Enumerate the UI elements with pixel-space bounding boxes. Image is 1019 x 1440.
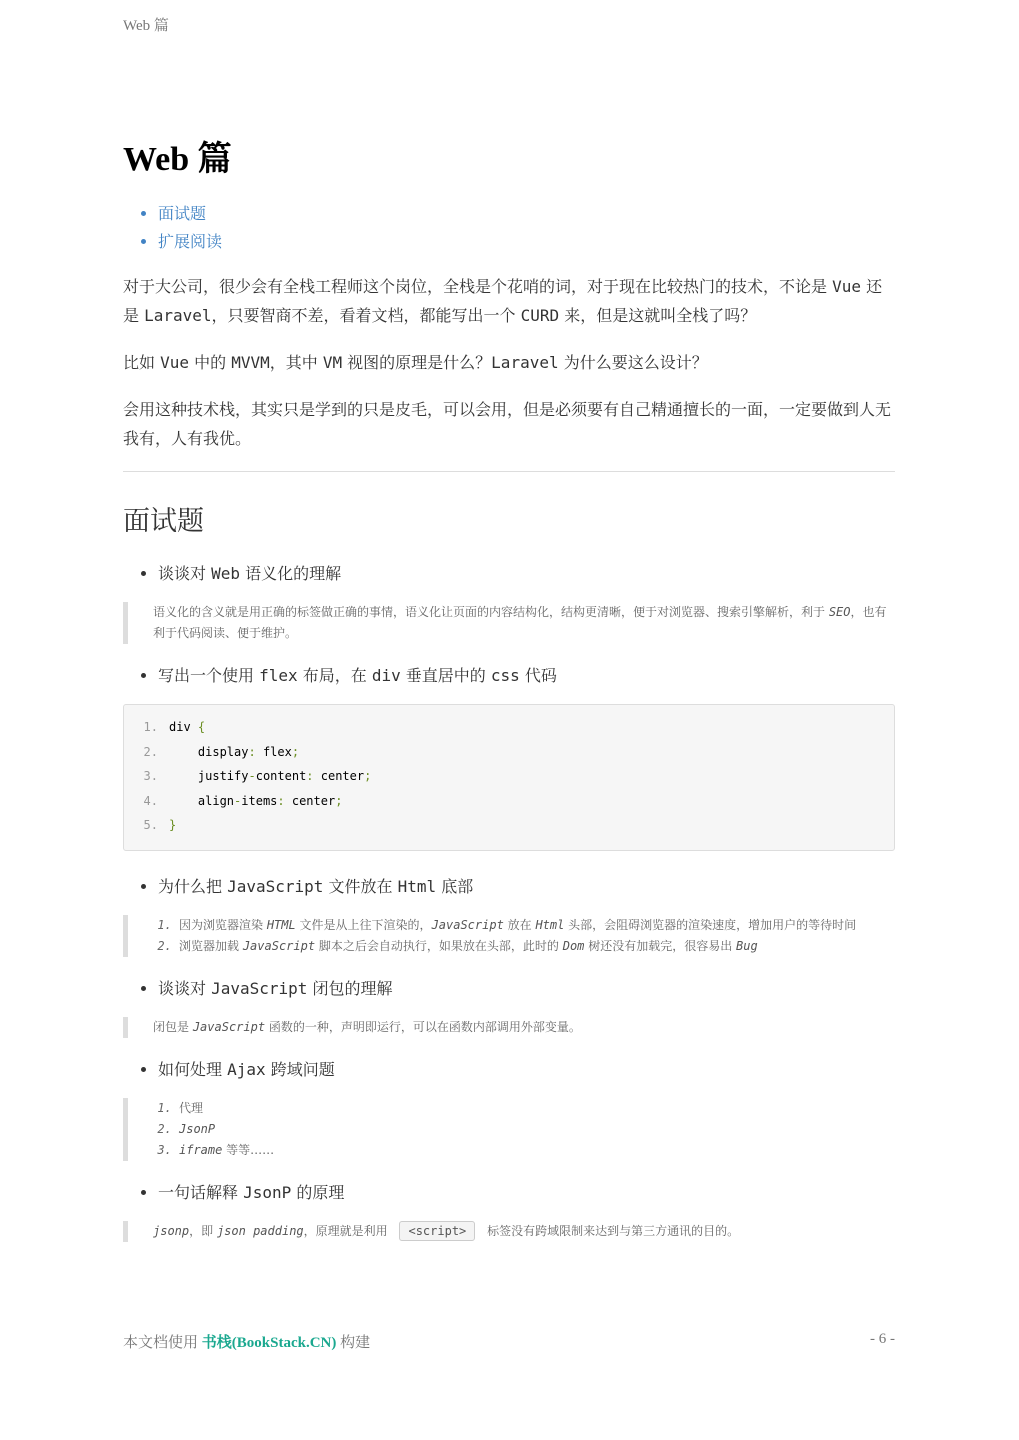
answer-list bbox=[153, 915, 895, 957]
answer-list-item bbox=[179, 915, 895, 936]
text-run: 谈谈对 bbox=[158, 978, 212, 998]
question bbox=[123, 1056, 895, 1084]
answer-quote bbox=[123, 915, 895, 957]
text-run: 为什么把 bbox=[158, 876, 228, 896]
inline-code: MVVM bbox=[231, 353, 270, 372]
text-run: 谈谈对 bbox=[158, 564, 212, 583]
code-line bbox=[124, 813, 894, 838]
inline-code-italic: Bug bbox=[736, 938, 758, 953]
answer-quote bbox=[123, 602, 895, 644]
inline-code: Vue bbox=[832, 277, 861, 296]
text-run: ，只要智商不差，看着文档，都能写出一个 bbox=[211, 306, 521, 325]
code-token: display bbox=[197, 744, 249, 759]
text-run: 写出一个使用 bbox=[158, 666, 260, 685]
inline-code-italic: JavaScript bbox=[192, 1019, 266, 1034]
text-run: 来，但是这就叫全栈了吗？ bbox=[559, 306, 757, 325]
code-token: ; bbox=[335, 793, 343, 808]
question bbox=[123, 975, 895, 1003]
inline-code: div bbox=[371, 666, 401, 685]
footer-prefix: 本文档使用 bbox=[123, 1335, 202, 1351]
line-number: 3. bbox=[143, 769, 158, 784]
question bbox=[123, 873, 895, 901]
text-run: 文件放在 bbox=[323, 876, 398, 896]
text-run: 因为浏览器渲染 bbox=[179, 917, 267, 932]
code-token bbox=[169, 794, 198, 808]
code-token: flex bbox=[255, 744, 292, 759]
answer-list bbox=[153, 1098, 895, 1161]
text-run: 对于大公司，很少会有全栈工程师这个岗位，全栈是个花哨的词，对于现在比较热门的技术，不论是 bbox=[123, 277, 833, 296]
text-run: 如何处理 bbox=[158, 1059, 228, 1079]
code-token: - bbox=[234, 793, 242, 808]
answer-quote bbox=[123, 1098, 895, 1161]
text-run: 语义化的含义就是用正确的标签做正确的事情，语义化让页面的内容结构化，结构更清晰，便于对浏览器、搜索引擎解析，利于 bbox=[153, 605, 829, 619]
answer-quote bbox=[123, 1221, 895, 1242]
text-run: 闭包是 bbox=[153, 1019, 193, 1034]
code-token: : bbox=[306, 769, 314, 784]
inline-code: css bbox=[490, 666, 520, 685]
question-text bbox=[158, 873, 895, 901]
line-number: 5. bbox=[143, 818, 158, 833]
toc-item bbox=[158, 200, 895, 228]
text-run: 垂直居中的 bbox=[400, 666, 491, 685]
line-number: 4. bbox=[143, 793, 158, 808]
answer-list-item bbox=[179, 936, 895, 957]
text-run: 的原理 bbox=[291, 1182, 345, 1202]
text-run: 为什么要这么设计？ bbox=[558, 353, 708, 372]
text-run: 等等…… bbox=[222, 1142, 275, 1157]
text-run: 会用这种技术栈，其实只是学到的只是皮毛，可以会用，但是必须要有自己精通擅长的一面，一定要做到人无我有，人有我优。 bbox=[123, 400, 892, 448]
section-divider bbox=[123, 471, 895, 472]
inline-code-italic: Html bbox=[535, 917, 565, 932]
code-token bbox=[169, 769, 198, 783]
text-run: 语义化的理解 bbox=[240, 564, 342, 583]
inline-code-italic: JavaScript bbox=[242, 938, 316, 953]
footer-brand-link[interactable]: 书栈(BookStack.CN) bbox=[201, 1335, 337, 1351]
text-run: 标签没有跨域限制来达到与第三方通讯的目的。 bbox=[483, 1223, 740, 1238]
code-token: div bbox=[169, 720, 198, 734]
question bbox=[123, 560, 895, 588]
inline-tag-code: <script> bbox=[399, 1221, 475, 1241]
question bbox=[123, 1179, 895, 1207]
text-run: 浏览器加载 bbox=[179, 938, 243, 953]
text-run: 放在 bbox=[503, 917, 536, 932]
text-run: 比如 bbox=[123, 353, 161, 372]
code-token: : bbox=[248, 744, 256, 759]
text-run: ，也有利于代码阅读、便于维护。 bbox=[153, 605, 887, 640]
intro bbox=[123, 272, 895, 453]
page-number: - 6 - bbox=[870, 1331, 895, 1347]
text-run: ，其中 bbox=[269, 353, 323, 372]
inline-code-italic: JsonP bbox=[179, 1121, 216, 1136]
inline-code-italic: Dom bbox=[562, 938, 585, 953]
text-run: 头部，会阻碍浏览器的渲染速度，增加用户的等待时间 bbox=[564, 917, 857, 932]
inline-code: Laravel bbox=[144, 306, 212, 325]
code-token: } bbox=[169, 818, 177, 833]
inline-code: Web bbox=[211, 564, 240, 583]
toc-link-interview[interactable]: 面试题 bbox=[158, 204, 207, 223]
table-of-contents bbox=[123, 200, 895, 256]
text-run: 闭包的理解 bbox=[307, 978, 393, 998]
code-token: justify bbox=[197, 769, 249, 784]
code-token: center bbox=[284, 793, 336, 808]
inline-code-italic: json padding bbox=[216, 1223, 304, 1238]
code-token: content bbox=[255, 769, 307, 784]
text-run: 代理 bbox=[179, 1100, 204, 1115]
answer-list-item bbox=[179, 1098, 895, 1119]
inline-code-italic: JavaScript bbox=[431, 917, 504, 932]
inline-code: flex bbox=[259, 666, 298, 685]
code-line bbox=[124, 789, 894, 814]
code-token: center bbox=[313, 769, 365, 784]
code-line bbox=[124, 764, 894, 789]
inline-code-italic: HTML bbox=[266, 917, 296, 932]
line-number: 2. bbox=[143, 744, 158, 759]
text-run: 还是 bbox=[123, 277, 883, 325]
text-run: ，即 bbox=[189, 1223, 217, 1238]
inline-code: Html bbox=[397, 876, 437, 896]
intro-paragraph bbox=[123, 348, 895, 377]
code-block bbox=[123, 704, 895, 851]
toc-item bbox=[158, 228, 895, 256]
question-text bbox=[158, 1056, 895, 1084]
intro-paragraph bbox=[123, 395, 895, 453]
text-run: 脚本之后会自动执行，如果放在头部，此时的 bbox=[315, 938, 563, 953]
text-run: 底部 bbox=[436, 876, 474, 896]
code-token: items bbox=[241, 793, 278, 808]
inline-code: JavaScript bbox=[211, 978, 308, 998]
code-token: : bbox=[277, 793, 285, 808]
inline-code: JavaScript bbox=[227, 876, 324, 896]
code-line bbox=[124, 740, 894, 765]
text-run: 布局，在 bbox=[297, 666, 372, 685]
answer-list-item bbox=[179, 1140, 895, 1161]
text-run: 代码 bbox=[519, 666, 557, 685]
inline-code: JsonP bbox=[243, 1182, 292, 1202]
inline-code: Ajax bbox=[227, 1059, 266, 1079]
text-run: 函数的一种，声明即运行，可以在函数内部调用外部变量。 bbox=[265, 1019, 581, 1034]
inline-code-italic: iframe bbox=[179, 1142, 223, 1157]
inline-code: Laravel bbox=[491, 353, 559, 372]
section-title: 面试题 bbox=[123, 506, 204, 537]
code-token bbox=[169, 745, 198, 759]
answer-list-item bbox=[179, 1119, 895, 1140]
toc-link-reading[interactable]: 扩展阅读 bbox=[158, 232, 223, 251]
question-text bbox=[158, 1179, 895, 1207]
line-number: 1. bbox=[143, 720, 158, 734]
text-run: 文件是从上往下渲染的， bbox=[295, 917, 432, 932]
page-title: Web 篇 bbox=[123, 141, 232, 178]
document-body bbox=[123, 138, 895, 1260]
code-token: align bbox=[197, 793, 235, 808]
intro-paragraph bbox=[123, 272, 895, 330]
inline-code-italic: jsonp bbox=[153, 1223, 190, 1238]
code-token: ; bbox=[291, 744, 300, 759]
code-token: ; bbox=[364, 769, 372, 784]
inline-code-italic: SEO bbox=[828, 605, 851, 619]
question-text bbox=[158, 975, 895, 1003]
inline-code: CURD bbox=[520, 306, 560, 325]
inline-code: VM bbox=[322, 353, 343, 372]
question-list bbox=[123, 560, 895, 1242]
text-run: 视图的原理是什么？ bbox=[342, 353, 492, 372]
text-run: 跨域问题 bbox=[265, 1059, 335, 1079]
text-run: 一句话解释 bbox=[158, 1182, 244, 1202]
text-run: 树还没有加载完，很容易出 bbox=[584, 938, 737, 953]
question-text bbox=[158, 662, 895, 690]
text-run: 中的 bbox=[189, 353, 232, 372]
answer-quote bbox=[123, 1017, 895, 1038]
text-run: ，原理就是利用 bbox=[303, 1223, 392, 1238]
footer-credit bbox=[123, 1331, 370, 1352]
question bbox=[123, 662, 895, 690]
footer-suffix: 构建 bbox=[336, 1335, 371, 1351]
inline-code: Vue bbox=[160, 353, 189, 372]
code-token: - bbox=[248, 769, 256, 784]
running-head: Web 篇 bbox=[123, 18, 169, 34]
code-line bbox=[124, 715, 894, 740]
code-token: { bbox=[197, 720, 206, 734]
question-text bbox=[158, 560, 895, 588]
